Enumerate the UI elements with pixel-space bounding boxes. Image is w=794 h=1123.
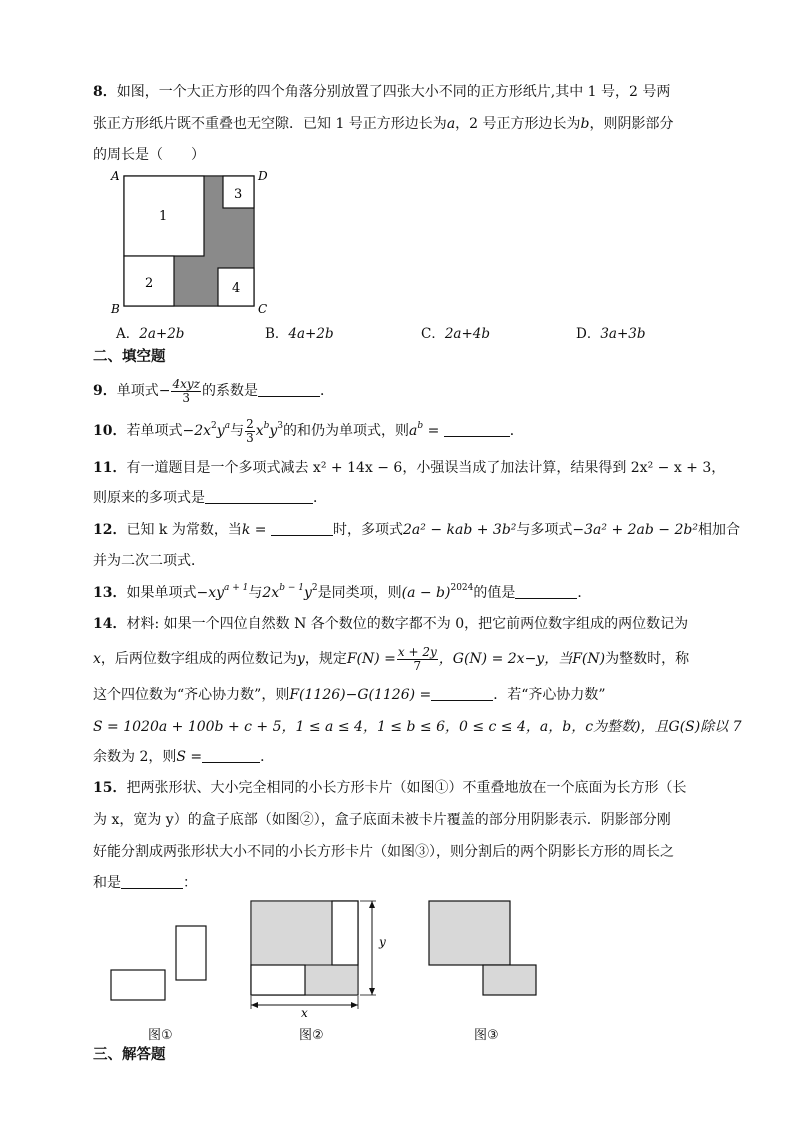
sq3-label: 3 (234, 187, 243, 202)
q14-answer-blank-2[interactable] (202, 748, 260, 763)
q11-line1: 11．有一道题目是一个多项式减去 x² + 14x − 6，小强误当成了加法计算，结果得到 2x² − x + 3， (93, 460, 726, 476)
q8-line1: 8．如图，一个大正方形的四个角落分别放置了四张大小不同的正方形纸片,其中 1 号，2 号两 (93, 84, 671, 100)
option-b[interactable]: B．4a+2b (265, 326, 334, 342)
q13: 13．如果单项式$-xy^{a + 1}$与$2x^{b - 1}y^2$是同类项，则$(a - b)^{2024}$的值是 ． (93, 583, 592, 601)
shaded-small (483, 965, 536, 995)
q15-line1: 15．把两张形状、大小完全相同的小长方形卡片（如图①）不重叠地放在一个底面为长方形（长 (93, 780, 687, 796)
fig2-caption: 图② (299, 1028, 324, 1043)
q15-answer-blank[interactable] (121, 874, 183, 889)
shaded-top-left (251, 901, 332, 965)
q14-line4: S = 1020a + 100b + c + 5，1 ≤ a ≤ 4，1 ≤ b ≤ 6，0 ≤ c ≤ 4，a，b，c为整数)，且G(S)除以 7 (93, 719, 742, 735)
corner-D: D (258, 169, 268, 183)
shaded-large (429, 901, 510, 965)
q11-answer-blank[interactable] (205, 489, 313, 504)
card-vertical (176, 926, 206, 980)
label-x: x (301, 1006, 308, 1020)
card-horizontal (251, 965, 305, 995)
option-d[interactable]: D．3a+3b (576, 326, 646, 342)
q13-answer-blank[interactable] (515, 584, 577, 599)
card-vertical (332, 901, 358, 965)
q15-line3: 好能分割成两张形状大小不同的小长方形卡片（如图③），则分割后的两个阴影长方形的周长之 (93, 844, 674, 860)
q12-line2: 并为二次二项式． (93, 553, 205, 569)
q15-line4: 和是 ： (93, 875, 197, 891)
q15-figure-1 (108, 924, 212, 1004)
q14-line5: 余数为 2，则S = ． (93, 749, 275, 765)
sq1-label: 1 (159, 209, 168, 224)
card-horizontal (111, 970, 165, 1000)
q14-line1: 14．材料: 如果一个四位自然数 N 各个数位的数字都不为 0，把它前两位数字组成的两位数记为 (93, 616, 689, 632)
sq4-label: 4 (232, 281, 241, 296)
sq2-label: 2 (145, 276, 154, 291)
fig3-caption: 图③ (474, 1028, 499, 1043)
q8-line2: 张正方形纸片既不重叠也无空隙．已知 1 号正方形边长为a，2 号正方形边长为b，则阴影部分 (93, 116, 674, 132)
corner-C: C (258, 302, 268, 316)
q14-answer-blank-1[interactable] (431, 686, 493, 701)
q9-answer-blank[interactable] (258, 382, 320, 397)
q15-figure-2 (248, 896, 394, 1020)
section-2-heading: 二、填空题 (93, 349, 166, 365)
corner-A: A (111, 169, 120, 183)
q8-figure (108, 168, 278, 316)
q9: 9．单项式− $\frac{\text{4xyz}}{3}$ 的系数是 ． (93, 376, 334, 405)
option-a[interactable]: A．2a+2b (116, 326, 185, 342)
q12-line1: 12．已知 k 为常数，当k = 时，多项式2a² − kab + 3b²与多项式−3a² + 2ab − 2b²相加合 (93, 522, 740, 538)
option-c[interactable]: C．2a+4b (421, 326, 491, 342)
q12-answer-blank[interactable] (271, 521, 333, 536)
shaded-bottom-right (305, 965, 358, 995)
q11-line2: 则原来的多项式是 ． (93, 490, 327, 506)
section-3-heading: 三、解答题 (93, 1047, 166, 1063)
q14-line3: 这个四位数为“齐心协力数”，则F(1126)−G(1126) = ．若“齐心协力数” (93, 687, 606, 703)
label-y: y (379, 935, 386, 949)
q10: 10．若单项式$-2x^2y^a$与 $\frac{2}{3}$ $x^by^3$的和仍为单项式，则$a^b$ = ． (93, 416, 524, 445)
q8-line3: 的周长是（ ） (93, 147, 205, 163)
corner-B: B (111, 302, 120, 316)
q14-line2: x，后两位数字组成的两位数记为y，规定F(N) = $\frac{x + 2y}{7}$ ，G(N) = 2x−y，当F(N)为整数时，称 (93, 644, 690, 673)
q15-line2: 为 x，宽为 y）的盒子底部（如图②），盒子底面未被卡片覆盖的部分用阴影表示．阴影部分刚 (93, 812, 671, 828)
fig1-caption: 图① (148, 1028, 173, 1043)
q10-answer-blank[interactable] (444, 422, 510, 437)
q15-figure-3 (426, 896, 542, 1000)
